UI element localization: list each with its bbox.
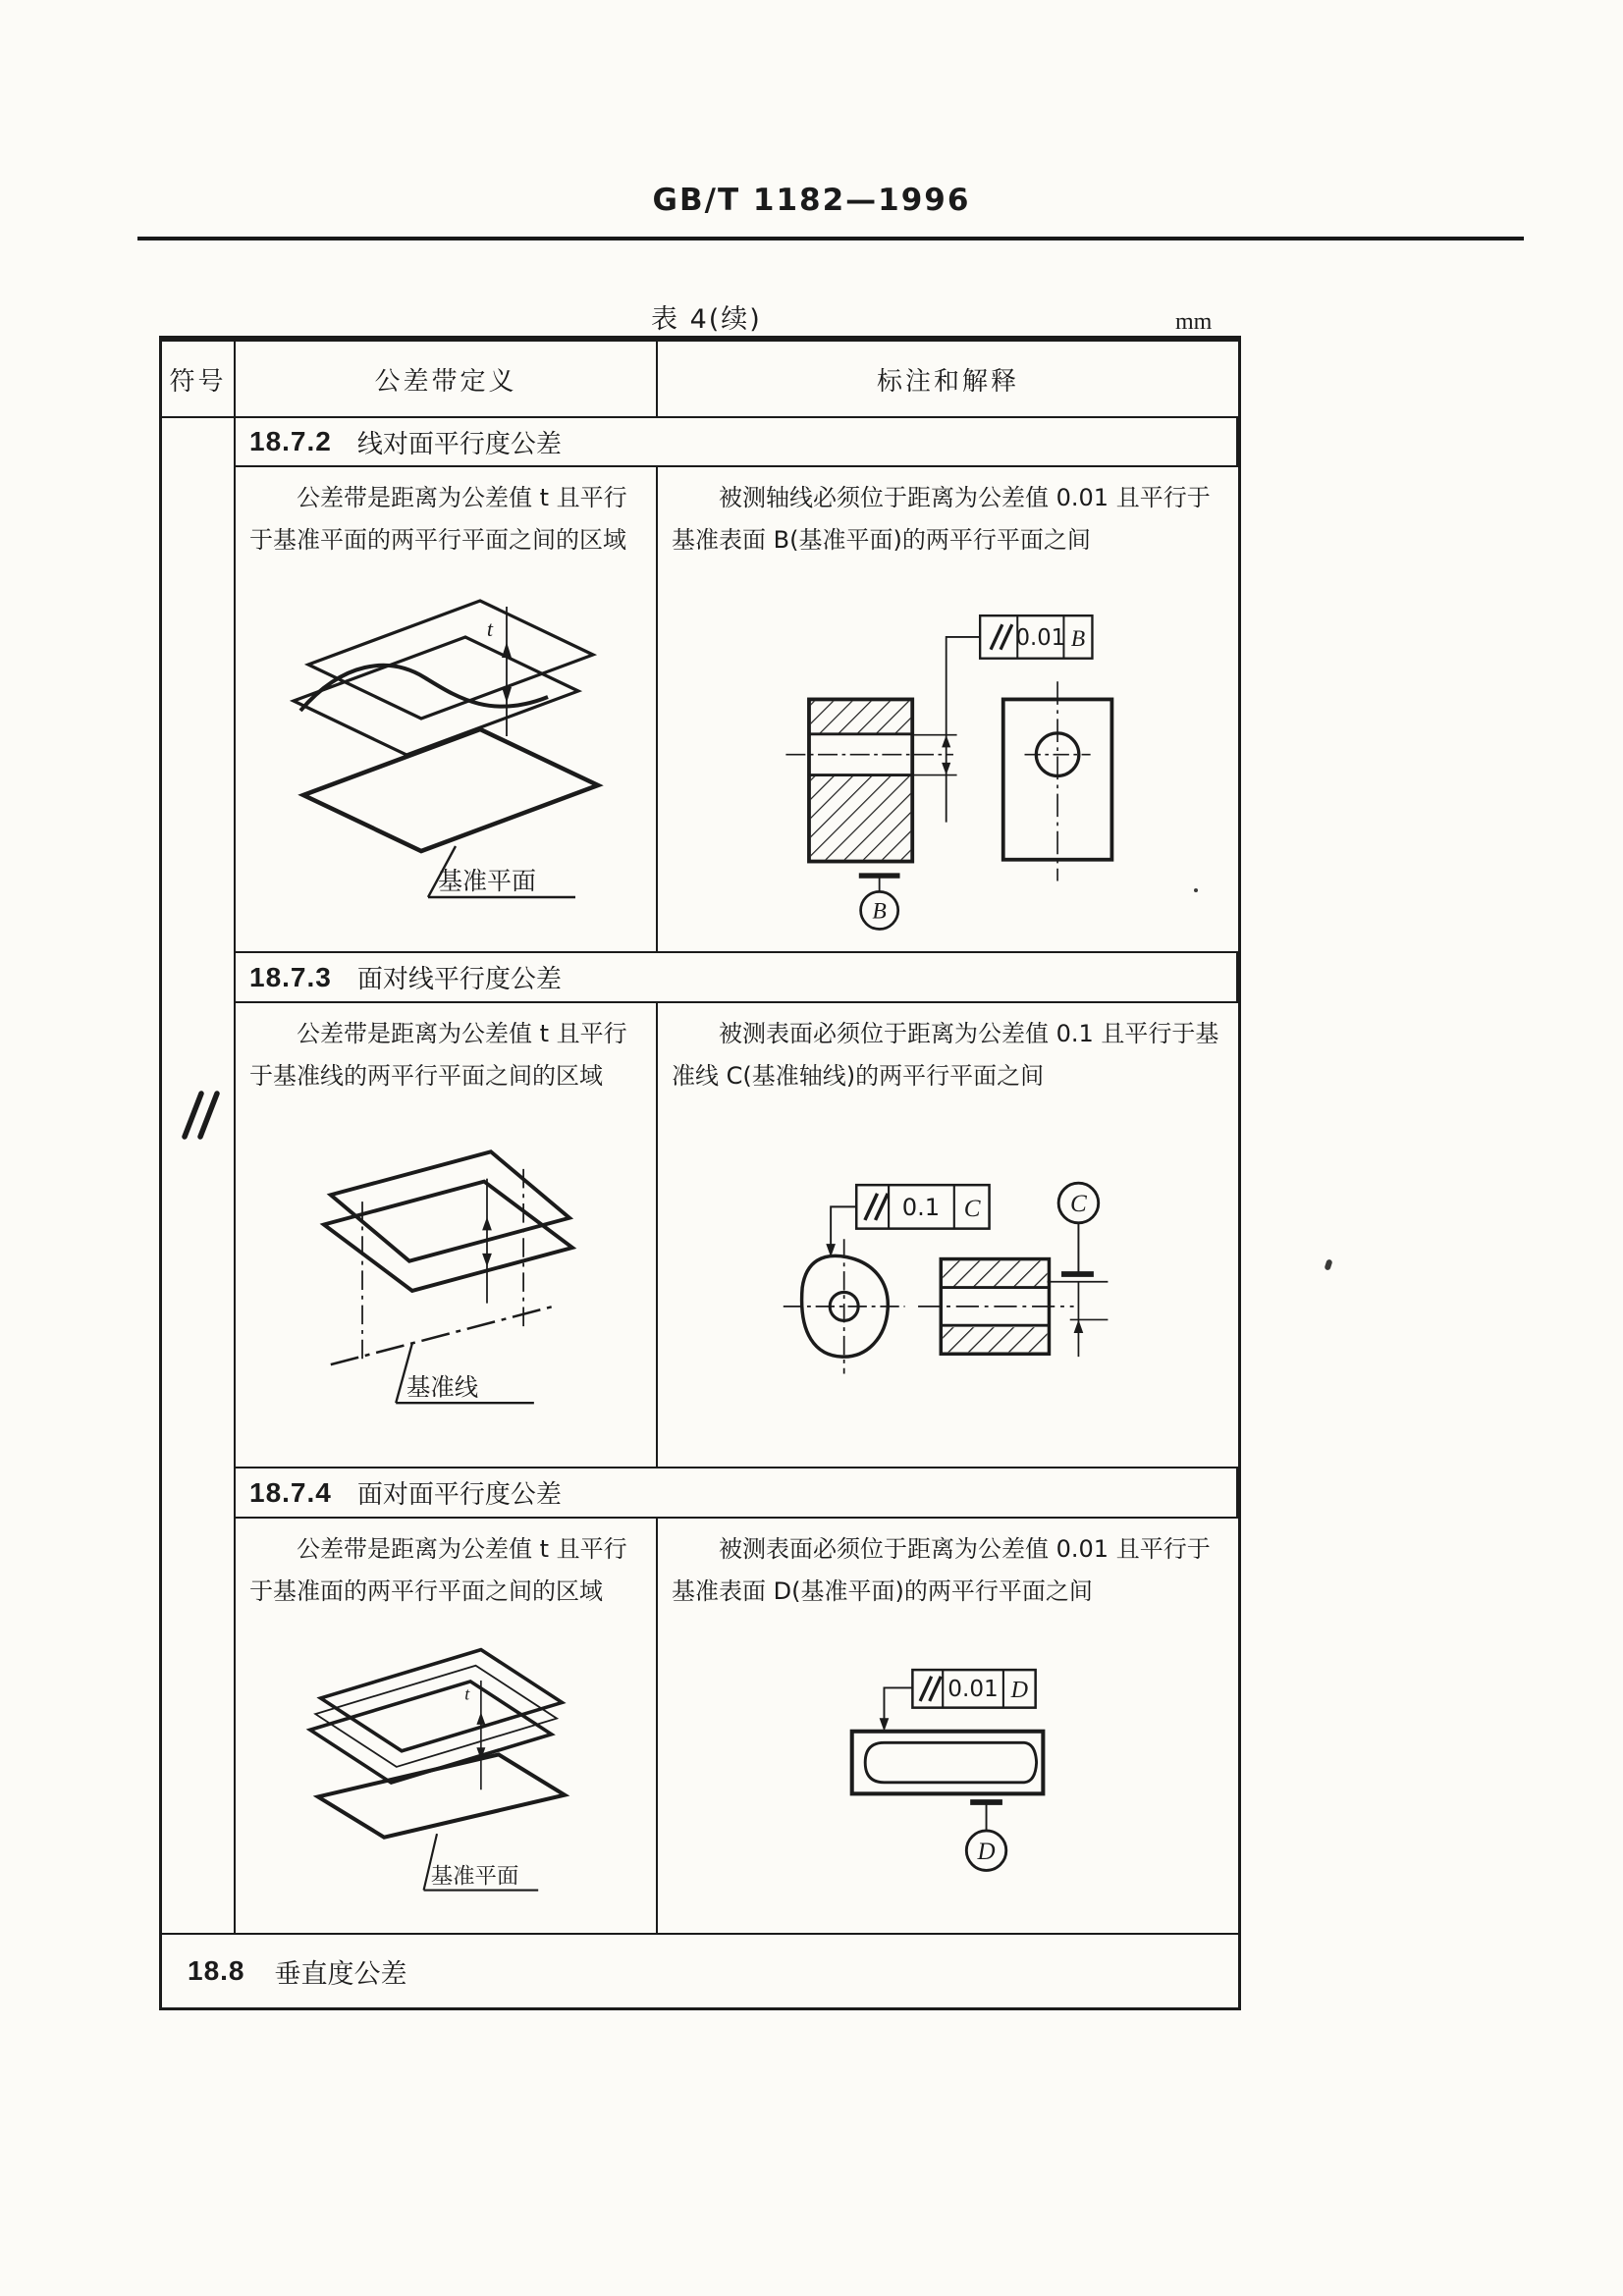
- feature-control-frame: [912, 1670, 1035, 1708]
- drawing-indication-18-7-3: [664, 1133, 1233, 1446]
- row-18-8: [162, 1935, 1238, 2007]
- row-title-18-7-3: [236, 953, 1238, 1003]
- definition-text: 公差带是距离为公差值 t 且平行于基准平面的两平行平面之间的区域: [249, 484, 627, 554]
- parallelism-icon: [176, 1089, 221, 1142]
- tolerance-value: 0.1: [901, 1194, 940, 1222]
- datum-line-label: 基准线: [406, 1372, 479, 1402]
- clause-number: 18.7.3: [249, 961, 332, 992]
- clause-number: 18.8: [188, 1955, 245, 1986]
- annotation-text: 被测表面必须位于距离为公差值 0.1 且平行于基准线 C(基准轴线)的两平行平面之间: [672, 1020, 1219, 1090]
- tolerance-zone-diagram-18-7-2: [249, 571, 642, 913]
- datum-indicator-C: [1047, 1183, 1108, 1357]
- definition-cell-18-7-2: [236, 467, 658, 953]
- clause-number: 18.7.4: [249, 1476, 332, 1508]
- definition-cell-18-7-4: [236, 1519, 658, 1935]
- parallelism-symbol-cell: [162, 418, 236, 1935]
- datum-indicator-D: [966, 1802, 1005, 1870]
- tolerance-zone-diagram-18-7-3: [240, 1123, 652, 1454]
- feature-control-frame: [856, 1185, 989, 1228]
- document-number: GB/T 1182—1996: [652, 183, 971, 218]
- annotation-cell-18-7-2: [658, 467, 1238, 953]
- drawing-indication-18-7-2: [680, 569, 1216, 943]
- column-header-annotation: 标注和解释: [658, 342, 1238, 418]
- row-title-18-7-2: [236, 418, 1238, 467]
- scan-speckle: [1324, 1258, 1332, 1270]
- unit-label: mm: [1175, 309, 1213, 335]
- drawing-indication-18-7-4: [683, 1621, 1214, 1933]
- arrowhead-icon: [502, 687, 512, 703]
- annotation-text: 被测表面必须位于距离为公差值 0.01 且平行于基准表面 D(基准平面)的两平行平面之间: [672, 1535, 1211, 1605]
- scan-speckle: [1194, 888, 1198, 892]
- arrowhead-icon: [879, 1718, 889, 1731]
- arrowhead-icon: [476, 1712, 485, 1725]
- arrowhead-icon: [482, 1217, 492, 1231]
- frame-datum-letter: C: [963, 1196, 981, 1223]
- annotation-cell-18-7-4: [658, 1519, 1238, 1935]
- tolerance-value: 0.01: [1015, 625, 1066, 652]
- datum-letter: C: [1069, 1191, 1087, 1218]
- frame-datum-letter: B: [1070, 626, 1086, 653]
- annotation-text: 被测轴线必须位于距离为公差值 0.01 且平行于基准表面 B(基准平面)的两平行平面之间: [672, 484, 1211, 554]
- arrowhead-icon: [942, 735, 950, 748]
- tolerance-value: 0.01: [947, 1677, 999, 1703]
- clause-title: 垂直度公差: [274, 1958, 407, 1990]
- arrowhead-icon: [502, 642, 512, 658]
- clause-number: 18.7.2: [249, 426, 332, 456]
- header-rule: [137, 237, 1524, 240]
- frame-datum-letter: D: [1010, 1678, 1028, 1704]
- zone-width-label: t: [486, 616, 493, 641]
- arrowhead-icon: [482, 1254, 492, 1267]
- clause-title: 面对线平行度公差: [356, 965, 562, 994]
- definition-cell-18-7-3: [236, 1003, 658, 1468]
- datum-letter: B: [872, 898, 887, 925]
- arrowhead-icon: [942, 763, 950, 775]
- annotation-cell-18-7-3: [658, 1003, 1238, 1468]
- column-header-definition: 公差带定义: [236, 342, 658, 418]
- zone-width-label: t: [464, 1683, 470, 1704]
- clause-title: 线对面平行度公差: [356, 429, 562, 459]
- column-header-symbol: 符号: [162, 342, 236, 418]
- definition-text: 公差带是距离为公差值 t 且平行于基准面的两平行平面之间的区域: [249, 1535, 627, 1605]
- table-caption: 表 4(续): [651, 304, 762, 335]
- datum-letter: D: [976, 1838, 996, 1865]
- tolerance-zone-diagram-18-7-4: [247, 1621, 644, 1929]
- arrowhead-icon: [1073, 1319, 1083, 1333]
- tolerance-table: [159, 336, 1241, 2010]
- feature-control-frame: [980, 615, 1092, 659]
- datum-axis-line: [331, 1306, 558, 1365]
- row-title-18-7-4: [236, 1468, 1238, 1519]
- definition-text: 公差带是距离为公差值 t 且平行于基准线的两平行平面之间的区域: [249, 1020, 627, 1090]
- datum-indicator-B: [859, 876, 900, 929]
- datum-plane-label: 基准平面: [438, 867, 537, 895]
- datum-plane-label: 基准平面: [430, 1863, 519, 1890]
- clause-title: 面对面平行度公差: [356, 1480, 562, 1510]
